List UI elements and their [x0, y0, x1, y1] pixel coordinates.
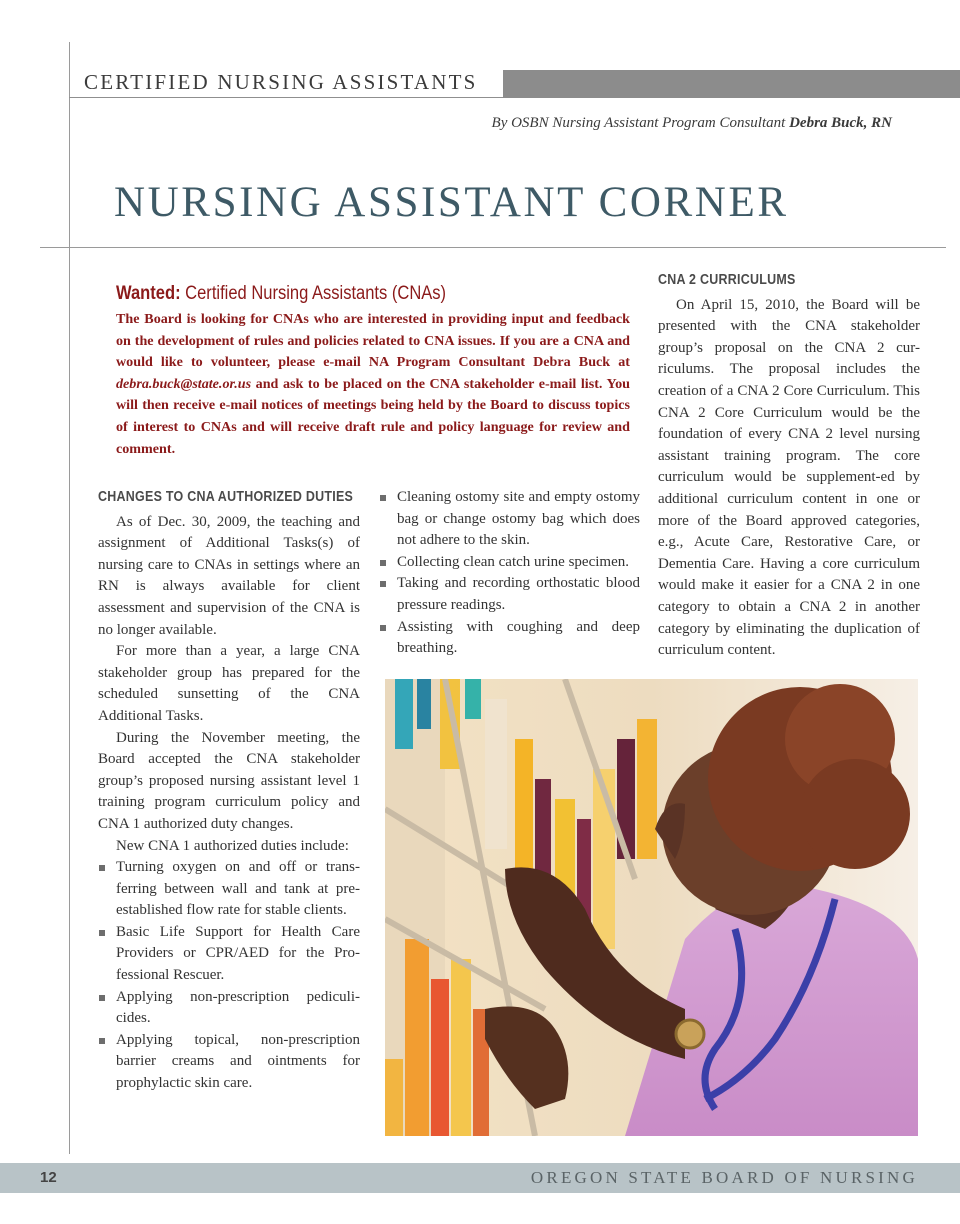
wanted-body	[116, 309, 630, 460]
page-title: NURSING ASSISTANT CORNER	[114, 179, 789, 226]
bullet-icon	[99, 930, 105, 936]
duty-item	[379, 617, 640, 660]
byline-author: Debra Buck, RN	[789, 115, 892, 131]
title-divider	[40, 247, 946, 248]
duty-item	[98, 922, 360, 987]
wanted-heading	[116, 283, 563, 305]
duty-text: Collecting clean catch urine specimen.	[397, 553, 629, 570]
bullet-icon	[380, 495, 386, 501]
curriculums-heading: CNA 2 CURRICULUMS	[658, 272, 796, 288]
duty-item	[379, 487, 640, 552]
wanted-body-2: and ask to be placed on the CNA stakeholder e-mail list. You will then receive e-mail notices of meetings being held by the Board to discuss topics of interest to CNAs and will receive draft rule and policy language for review and comment.	[116, 375, 630, 457]
margin-rule	[69, 42, 70, 1154]
section-underline	[69, 97, 503, 98]
duty-text: Cleaning ostomy site and empty ostomy bag or change ostomy bag which does not adhere to the skin.	[397, 489, 640, 549]
duty-text: Basic Life Support for Health Care Providers or CPR/AED for the Pro-fessional Rescuer.	[116, 923, 360, 984]
duty-item	[379, 552, 640, 574]
duty-item	[98, 857, 360, 922]
bullet-icon	[99, 995, 105, 1001]
bullet-icon	[380, 625, 386, 631]
contact-email-link[interactable]: debra.buck@state.or.us	[116, 375, 252, 392]
bullet-icon	[99, 1038, 105, 1044]
changes-paragraph: New CNA 1 authorized duties include:	[116, 837, 349, 854]
duty-item	[98, 1030, 360, 1095]
section-header-bar	[503, 70, 960, 98]
wanted-label: Wanted:	[116, 283, 181, 304]
duties-list	[98, 857, 360, 1095]
bullet-icon	[380, 581, 386, 587]
duties-continued-column	[379, 487, 640, 660]
changes-paragraph: As of Dec. 30, 2009, the teaching and assignment of Additional Tasks(s) of nursing care to CNAs in settings where an RN is always available for client assessment and supervision of the CNA is no longer available.	[98, 513, 360, 638]
duty-item	[98, 987, 360, 1030]
bullet-icon	[99, 865, 105, 871]
curriculums-column	[658, 270, 920, 662]
publisher-name: OREGON STATE BOARD OF NURSING	[530, 1168, 918, 1187]
changes-heading: CHANGES TO CNA AUTHORIZED DUTIES	[98, 489, 354, 505]
wanted-heading-text: Certified Nursing Assistants (CNAs)	[185, 283, 447, 304]
duties-list-continued	[379, 487, 640, 660]
changes-paragraph: During the November meeting, the Board accepted the CNA stakeholder group’s proposed nursing assistant level 1 training program curriculum policy and CNA 1 authorized duty changes.	[98, 729, 360, 832]
byline	[492, 115, 892, 132]
page-number: 12	[40, 1169, 57, 1186]
duty-item	[379, 573, 640, 616]
curriculums-paragraph: On April 15, 2010, the Board will be presented with the CNA stakeholder group’s proposal on the CNA 2 cur-riculums. The proposal includes the creation of a CNA 2 Core Curriculum. This CNA 2 Core Curriculum would be the foundation of every CNA 2 level nursing assistant training program. The core curriculum would be supplement-ed by additional curriculum content in one or more of the Board approved categories, e.g., Acute Care, Restorative Care, or Dementia Care. Having a core curriculum would make it easier for a CNA 2 in one category to obtain a CNA 2 in another category by eliminating the duplication of curriculum content.	[658, 296, 920, 659]
changes-paragraph: For more than a year, a large CNA stakeholder group has prepared for the scheduled sunsetting of the CNA Additional Tasks.	[98, 643, 360, 724]
duty-text: Taking and recording orthostatic blood pressure readings.	[397, 575, 640, 613]
section-title: CERTIFIED NURSING ASSISTANTS	[84, 70, 478, 94]
nurse-filing-photo	[385, 679, 918, 1136]
wanted-notice	[116, 283, 630, 460]
bullet-icon	[380, 560, 386, 566]
duty-text: Applying topical, non-prescription barrier creams and ointments for prophylactic skin care.	[116, 1031, 360, 1092]
wanted-body-1: The Board is looking for CNAs who are interested in providing input and feedback on the development of rules and policies related to CNA issues. If you are a CNA and would like to volunteer, please e-mail NA Program Consultant Debra Buck at	[116, 311, 630, 371]
byline-prefix: By OSBN Nursing Assistant Program Consultant	[491, 115, 786, 131]
photo-illustration	[385, 679, 918, 1136]
changes-column	[98, 487, 360, 1095]
duty-text: Assisting with coughing and deep breathing.	[397, 618, 640, 657]
duty-text: Turning oxygen on and off or trans-ferring between wall and tank at pre-established flow rate for stable clients.	[116, 859, 360, 919]
duty-text: Applying non-prescription pediculi-cides.	[116, 988, 360, 1027]
